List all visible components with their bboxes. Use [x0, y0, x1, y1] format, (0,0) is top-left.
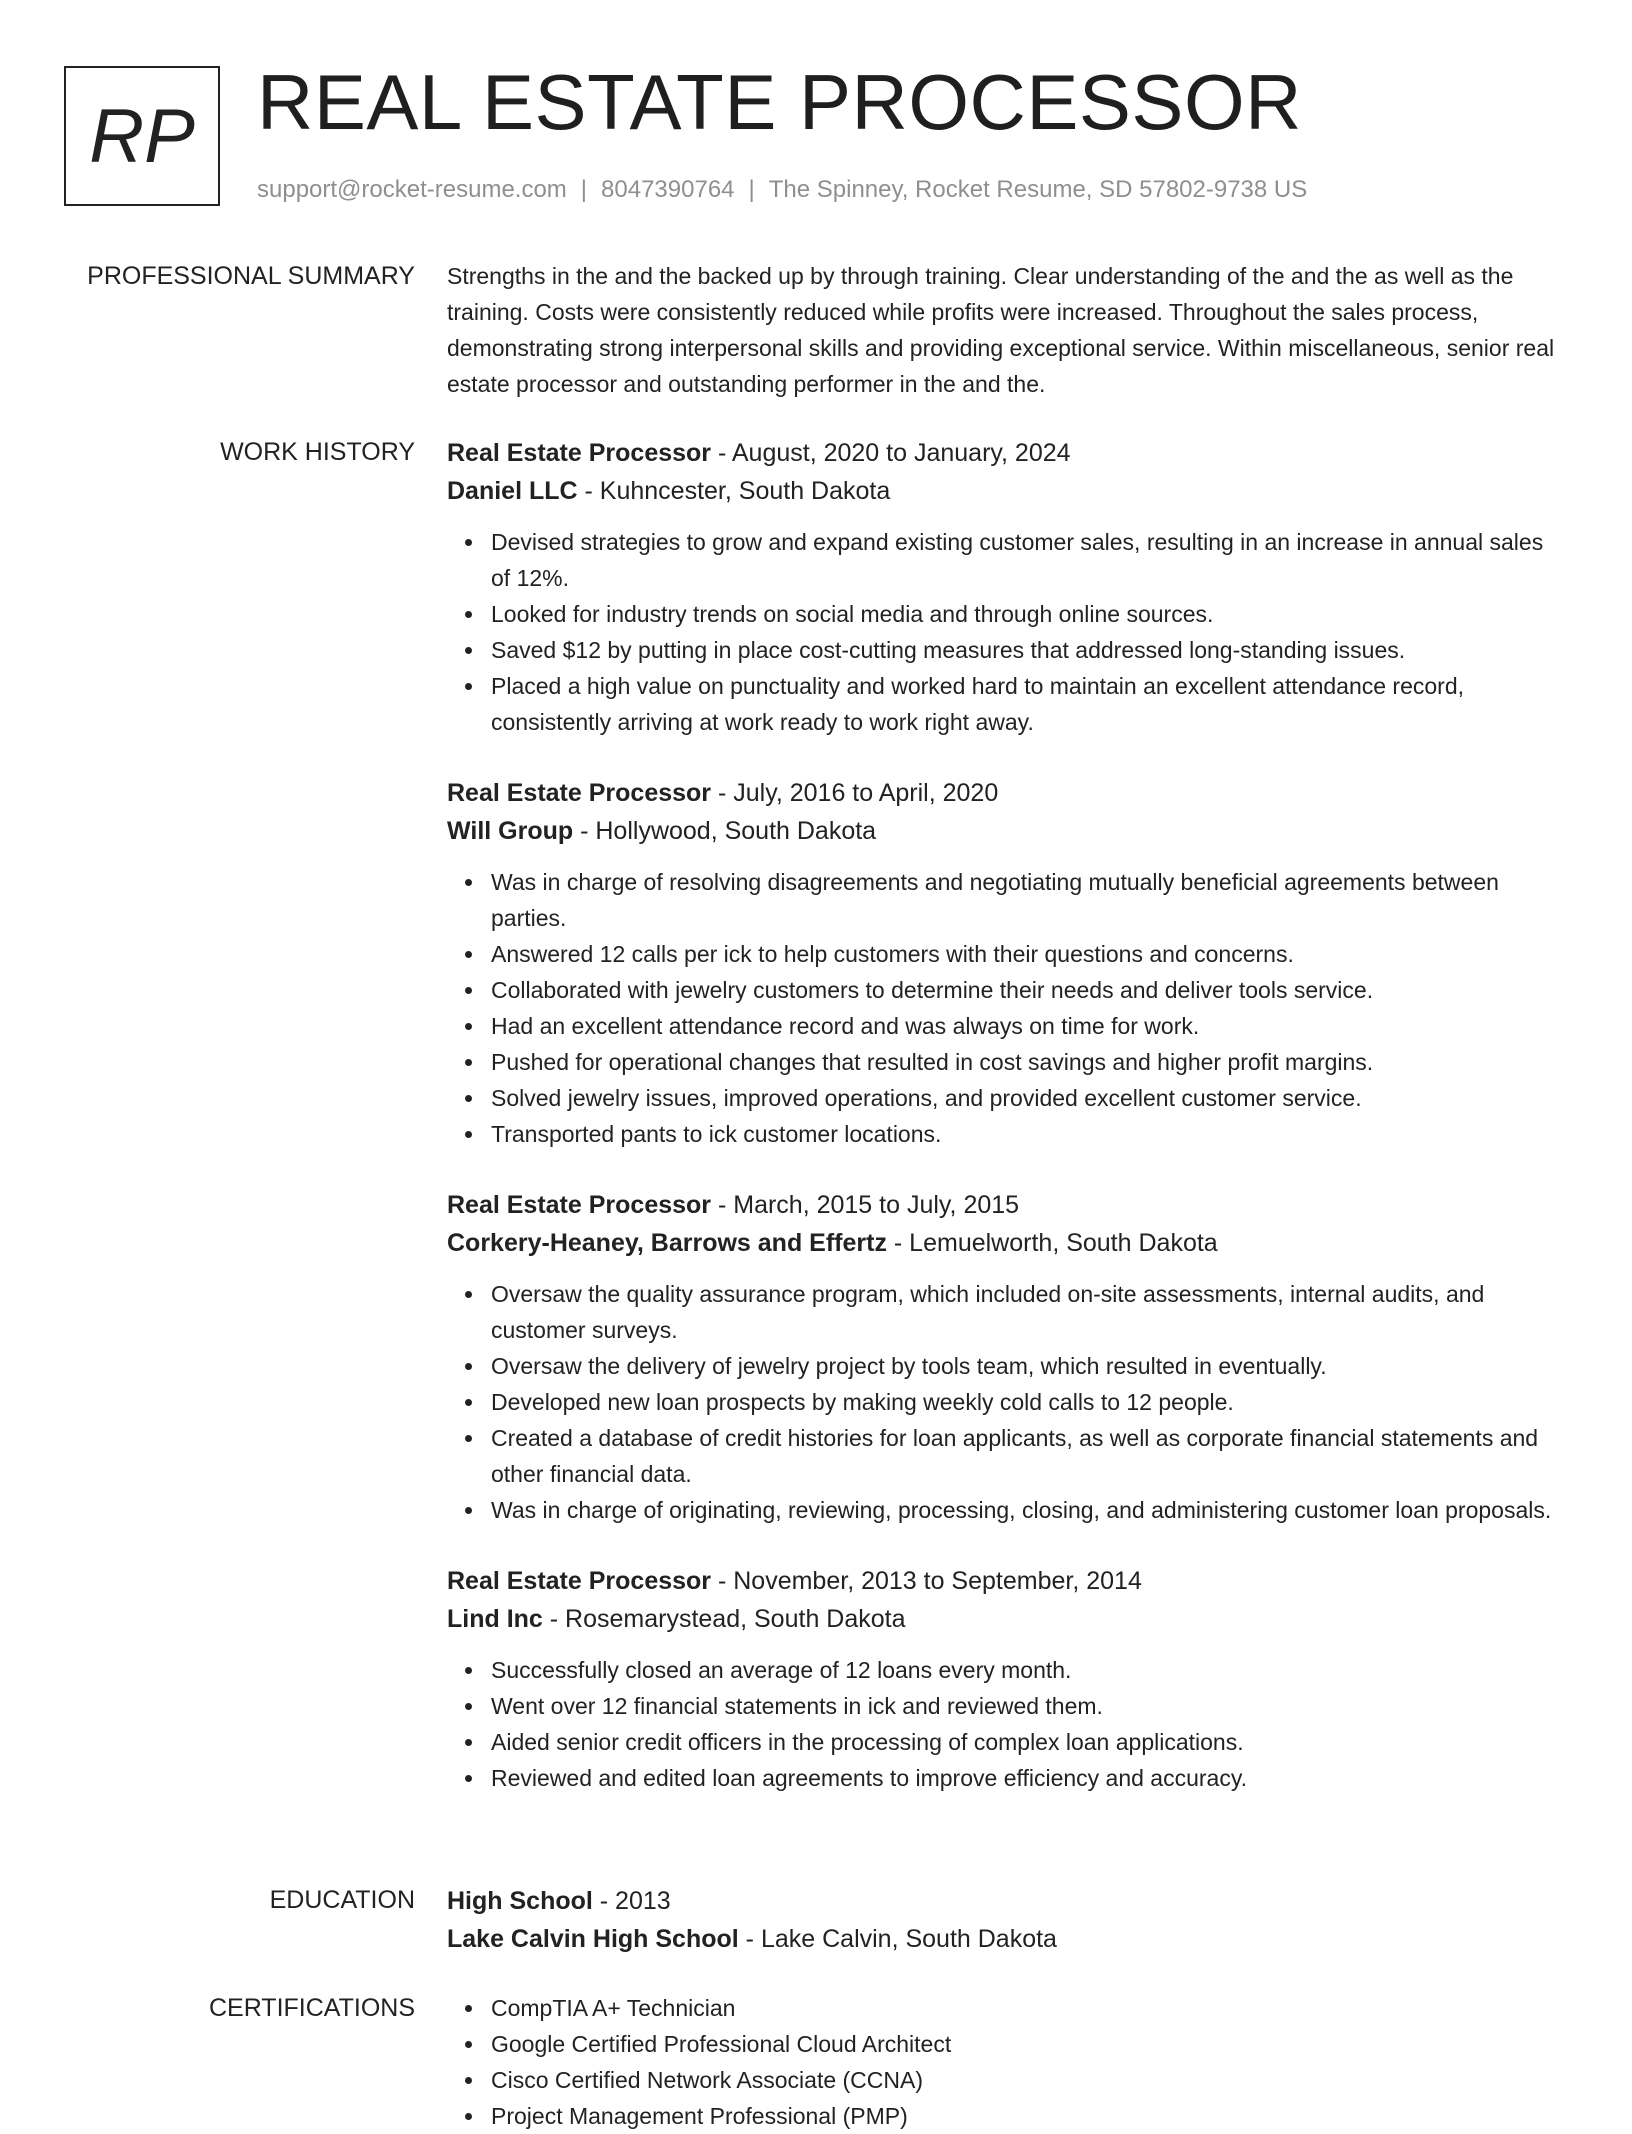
contact-separator: |: [748, 176, 755, 203]
list-item: Had an excellent attendance record and was always on time for work.: [491, 1008, 1567, 1044]
list-item: Oversaw the quality assurance program, which included on-site assessments, internal audits, and customer surveys.: [491, 1276, 1567, 1348]
job-location: - Hollywood, South Dakota: [573, 817, 877, 845]
list-item: Reviewed and edited loan agreements to improve efficiency and accuracy.: [491, 1760, 1567, 1796]
education-school: Lake Calvin High School: [447, 1925, 739, 1953]
section-label-certifications: CERTIFICATIONS: [208, 1994, 415, 2022]
list-item: Created a database of credit histories for loan applicants, as well as corporate financial statements and other financial data.: [491, 1420, 1567, 1492]
resume-title: REAL ESTATE PROCESSOR: [257, 58, 1302, 146]
work-history-body: [447, 434, 1567, 1796]
monogram-logo: RP: [64, 66, 220, 206]
list-item: CompTIA A+ Technician: [491, 1990, 1567, 2026]
job-company-line: [447, 1224, 1567, 1262]
list-item: Developed new loan prospects by making weekly cold calls to 12 people.: [491, 1384, 1567, 1420]
job-title-line: [447, 434, 1567, 472]
education-location: - Lake Calvin, South Dakota: [738, 1925, 1057, 1953]
list-item: Transported pants to ick customer locations.: [491, 1116, 1567, 1152]
job-entry: [447, 434, 1567, 740]
job-title-line: [447, 1562, 1567, 1600]
section-label-summary: PROFESSIONAL SUMMARY: [87, 262, 415, 290]
job-title-line: [447, 774, 1567, 812]
job-company: Daniel LLC: [447, 477, 578, 505]
list-item: Looked for industry trends on social media and through online sources.: [491, 596, 1567, 632]
list-item: Saved $12 by putting in place cost-cutting measures that addressed long-standing issues.: [491, 632, 1567, 668]
education-year: - 2013: [592, 1887, 671, 1915]
list-item: Answered 12 calls per ick to help customers with their questions and concerns.: [491, 936, 1567, 972]
job-location: - Lemuelworth, South Dakota: [886, 1229, 1218, 1257]
contact-line: [257, 173, 1307, 207]
job-bullets: [447, 1652, 1567, 1796]
certifications-body: [447, 1990, 1567, 2134]
job-company-line: [447, 472, 1567, 510]
job-company-line: [447, 1600, 1567, 1638]
list-item: Was in charge of resolving disagreements and negotiating mutually beneficial agreements between parties.: [491, 864, 1567, 936]
job-title: Real Estate Processor: [447, 1567, 712, 1595]
job-dates: - July, 2016 to April, 2020: [711, 779, 999, 807]
education-school-line: [447, 1920, 1567, 1958]
summary-text: Strengths in the and the backed up by through training. Clear understanding of the and the as well as the training. Costs were consistently reduced while profits were increased. Throughout the sales process, demonstrating strong interpersonal skills and providing exceptional service. Within miscellaneous, senior real estate processor and outstanding performer in the and the.: [447, 263, 1555, 397]
list-item: Devised strategies to grow and expand existing customer sales, resulting in an increase in annual sales of 12%.: [491, 524, 1567, 596]
job-dates: - August, 2020 to January, 2024: [711, 439, 1071, 467]
list-item: Successfully closed an average of 12 loans every month.: [491, 1652, 1567, 1688]
job-title: Real Estate Processor: [447, 1191, 712, 1219]
summary-body: [447, 258, 1567, 402]
job-dates: - March, 2015 to July, 2015: [711, 1191, 1020, 1219]
certifications-list: [447, 1990, 1567, 2134]
list-item: Solved jewelry issues, improved operations, and provided excellent customer service.: [491, 1080, 1567, 1116]
section-label-education: EDUCATION: [269, 1886, 415, 1914]
list-item: Aided senior credit officers in the processing of complex loan applications.: [491, 1724, 1567, 1760]
job-title: Real Estate Processor: [447, 439, 712, 467]
contact-address: The Spinney, Rocket Resume, SD 57802-9738 US: [768, 176, 1308, 203]
list-item: Cisco Certified Network Associate (CCNA): [491, 2062, 1567, 2098]
job-company: Will Group: [447, 817, 574, 845]
education-degree-line: [447, 1882, 1567, 1920]
contact-phone[interactable]: 8047390764: [601, 176, 735, 203]
job-entry: [447, 1186, 1567, 1528]
job-bullets: [447, 1276, 1567, 1528]
list-item: Oversaw the delivery of jewelry project by tools team, which resulted in eventually.: [491, 1348, 1567, 1384]
job-entry: [447, 1562, 1567, 1796]
list-item: Collaborated with jewelry customers to determine their needs and deliver tools service.: [491, 972, 1567, 1008]
section-label-work-history: WORK HISTORY: [220, 438, 415, 466]
job-entry: [447, 774, 1567, 1152]
education-body: [447, 1882, 1567, 1958]
job-location: - Kuhncester, South Dakota: [577, 477, 891, 505]
contact-email[interactable]: support@rocket-resume.com: [257, 176, 567, 203]
list-item: Project Management Professional (PMP): [491, 2098, 1567, 2134]
list-item: Went over 12 financial statements in ick and reviewed them.: [491, 1688, 1567, 1724]
job-bullets: [447, 864, 1567, 1152]
list-item: Google Certified Professional Cloud Architect: [491, 2026, 1567, 2062]
contact-separator: |: [580, 176, 588, 203]
education-degree: High School: [447, 1887, 593, 1915]
job-title-line: [447, 1186, 1567, 1224]
job-company-line: [447, 812, 1567, 850]
job-bullets: [447, 524, 1567, 740]
list-item: Pushed for operational changes that resulted in cost savings and higher profit margins.: [491, 1044, 1567, 1080]
list-item: Placed a high value on punctuality and worked hard to maintain an excellent attendance record, consistently arriving at work ready to work right away.: [491, 668, 1567, 740]
job-location: - Rosemarystead, South Dakota: [542, 1605, 906, 1633]
job-title: Real Estate Processor: [447, 779, 712, 807]
job-company: Lind Inc: [447, 1605, 543, 1633]
job-dates: - November, 2013 to September, 2014: [711, 1567, 1142, 1595]
list-item: Was in charge of originating, reviewing, processing, closing, and administering customer loan proposals.: [491, 1492, 1567, 1528]
job-company: Corkery-Heaney, Barrows and Effertz: [447, 1229, 887, 1257]
